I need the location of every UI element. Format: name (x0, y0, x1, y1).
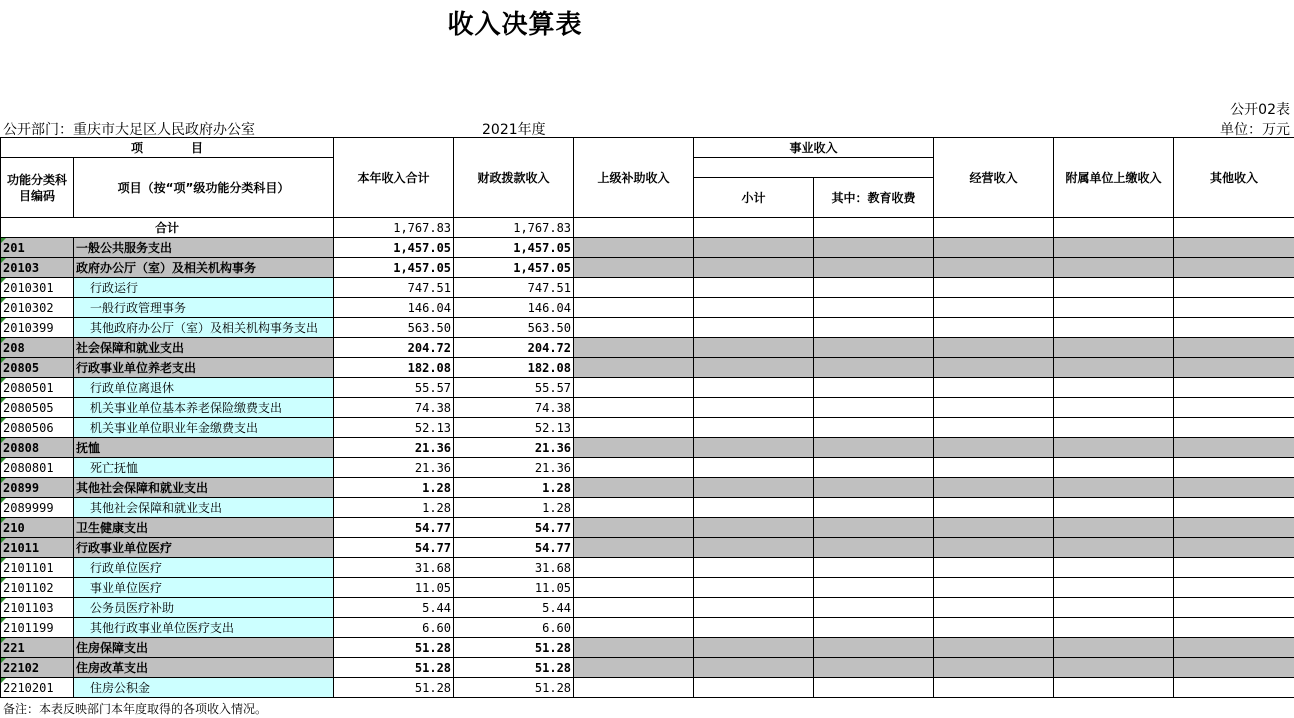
empty-cell (1054, 678, 1174, 698)
row-total-income: 51.28 (334, 658, 454, 678)
row-name: 其他政府办公厅（室）及相关机构事务支出 (74, 318, 334, 338)
row-fiscal-income: 204.72 (454, 338, 574, 358)
row-code: 221 (1, 638, 74, 658)
header-education-fee: 其中：教育收费 (814, 178, 934, 218)
row-name: 住房保障支出 (74, 638, 334, 658)
empty-cell (1054, 658, 1174, 678)
table-row (1, 558, 1294, 578)
empty-cell (574, 478, 694, 498)
empty-cell (574, 678, 694, 698)
empty-cell (1174, 218, 1294, 238)
empty-cell (694, 498, 814, 518)
empty-cell (814, 558, 934, 578)
empty-cell (694, 618, 814, 638)
empty-cell (1174, 518, 1294, 538)
row-code: 2080505 (1, 398, 74, 418)
empty-cell (1174, 398, 1294, 418)
row-name: 机关事业单位基本养老保险缴费支出 (74, 398, 334, 418)
empty-cell (694, 218, 814, 238)
empty-cell (1174, 678, 1294, 698)
row-total-income: 563.50 (334, 318, 454, 338)
total-fiscal-value: 1,767.83 (454, 218, 574, 238)
row-fiscal-income: 1,457.05 (454, 258, 574, 278)
empty-cell (814, 478, 934, 498)
header-code: 功能分类科目编码 (1, 158, 74, 218)
empty-cell (1054, 398, 1174, 418)
row-code: 20899 (1, 478, 74, 498)
empty-cell (934, 298, 1054, 318)
row-fiscal-income: 11.05 (454, 578, 574, 598)
row-fiscal-income: 51.28 (454, 638, 574, 658)
empty-cell (1174, 538, 1294, 558)
table-row (1, 658, 1294, 678)
empty-cell (1054, 238, 1174, 258)
empty-cell (814, 578, 934, 598)
empty-cell (1054, 338, 1174, 358)
row-name: 一般行政管理事务 (74, 298, 334, 318)
empty-cell (1054, 558, 1174, 578)
row-total-income: 1.28 (334, 478, 454, 498)
empty-cell (694, 298, 814, 318)
empty-cell (574, 558, 694, 578)
empty-cell (934, 498, 1054, 518)
empty-cell (814, 618, 934, 638)
empty-cell (1174, 278, 1294, 298)
empty-cell (694, 458, 814, 478)
empty-cell (694, 438, 814, 458)
empty-cell (814, 658, 934, 678)
table-row (1, 338, 1294, 358)
row-code: 2080506 (1, 418, 74, 438)
table-row (1, 538, 1294, 558)
empty-cell (574, 438, 694, 458)
empty-cell (934, 438, 1054, 458)
row-name: 社会保障和就业支出 (74, 338, 334, 358)
empty-cell (574, 358, 694, 378)
row-name: 其他社会保障和就业支出 (74, 478, 334, 498)
empty-cell (574, 518, 694, 538)
row-fiscal-income: 563.50 (454, 318, 574, 338)
row-total-income: 5.44 (334, 598, 454, 618)
empty-cell (694, 318, 814, 338)
empty-cell (934, 218, 1054, 238)
table-row (1, 378, 1294, 398)
empty-cell (1054, 278, 1174, 298)
row-total-income: 11.05 (334, 578, 454, 598)
empty-cell (574, 278, 694, 298)
row-code: 2010301 (1, 278, 74, 298)
empty-cell (934, 458, 1054, 478)
empty-cell (1054, 438, 1174, 458)
row-total-income: 52.13 (334, 418, 454, 438)
row-name: 住房改革支出 (74, 658, 334, 678)
empty-cell (814, 338, 934, 358)
empty-cell (1174, 438, 1294, 458)
empty-cell (694, 478, 814, 498)
table-row (1, 638, 1294, 658)
empty-cell (814, 418, 934, 438)
empty-cell (934, 258, 1054, 278)
row-total-income: 146.04 (334, 298, 454, 318)
empty-cell (934, 558, 1054, 578)
row-total-income: 21.36 (334, 438, 454, 458)
empty-cell (1054, 458, 1174, 478)
empty-cell (814, 318, 934, 338)
empty-cell (934, 478, 1054, 498)
row-name: 行政事业单位医疗 (74, 538, 334, 558)
empty-cell (814, 258, 934, 278)
table-row (1, 578, 1294, 598)
row-code: 2101199 (1, 618, 74, 638)
row-fiscal-income: 1.28 (454, 478, 574, 498)
empty-cell (1054, 298, 1174, 318)
header-item-group: 项 目 (1, 138, 334, 158)
row-name: 其他社会保障和就业支出 (74, 498, 334, 518)
empty-cell (694, 358, 814, 378)
row-fiscal-income: 182.08 (454, 358, 574, 378)
row-total-income: 54.77 (334, 538, 454, 558)
row-name: 政府办公厅（室）及相关机构事务 (74, 258, 334, 278)
empty-cell (814, 678, 934, 698)
row-code: 21011 (1, 538, 74, 558)
row-code: 20805 (1, 358, 74, 378)
table-row (1, 418, 1294, 438)
empty-cell (694, 538, 814, 558)
empty-cell (1174, 618, 1294, 638)
empty-cell (1174, 378, 1294, 398)
row-fiscal-income: 146.04 (454, 298, 574, 318)
row-code: 2101102 (1, 578, 74, 598)
empty-cell (814, 598, 934, 618)
table-row (1, 358, 1294, 378)
empty-cell (574, 378, 694, 398)
department-label: 公开部门：重庆市大足区人民政府办公室 (3, 122, 255, 138)
row-code: 20103 (1, 258, 74, 278)
table-row (1, 598, 1294, 618)
row-fiscal-income: 51.28 (454, 658, 574, 678)
empty-cell (694, 638, 814, 658)
empty-cell (1054, 418, 1174, 438)
empty-cell (1054, 518, 1174, 538)
empty-cell (1174, 558, 1294, 578)
row-name: 卫生健康支出 (74, 518, 334, 538)
header-other-income: 其他收入 (1174, 138, 1294, 218)
empty-cell (694, 598, 814, 618)
row-name: 行政单位医疗 (74, 558, 334, 578)
empty-cell (694, 418, 814, 438)
empty-cell (934, 538, 1054, 558)
table-row (1, 458, 1294, 478)
empty-cell (814, 438, 934, 458)
empty-cell (1054, 638, 1174, 658)
empty-cell (1054, 478, 1174, 498)
empty-cell (1054, 578, 1174, 598)
row-name: 行政事业单位养老支出 (74, 358, 334, 378)
empty-cell (934, 658, 1054, 678)
row-total-income: 182.08 (334, 358, 454, 378)
row-total-income: 1,457.05 (334, 238, 454, 258)
empty-cell (574, 298, 694, 318)
empty-cell (934, 618, 1054, 638)
row-name: 公务员医疗补助 (74, 598, 334, 618)
header-affiliated-income: 附属单位上缴收入 (1054, 138, 1174, 218)
header-total-income: 本年收入合计 (334, 138, 454, 218)
table-row (1, 478, 1294, 498)
empty-cell (1174, 458, 1294, 478)
empty-cell (1174, 418, 1294, 438)
empty-cell (814, 518, 934, 538)
header-business-spacer (694, 158, 934, 178)
row-code: 2101101 (1, 558, 74, 578)
empty-cell (574, 658, 694, 678)
row-fiscal-income: 747.51 (454, 278, 574, 298)
header-fiscal-income: 财政拨款收入 (454, 138, 574, 218)
empty-cell (1174, 238, 1294, 258)
row-code: 2210201 (1, 678, 74, 698)
row-name: 抚恤 (74, 438, 334, 458)
empty-cell (934, 678, 1054, 698)
empty-cell (694, 578, 814, 598)
row-fiscal-income: 6.60 (454, 618, 574, 638)
row-code: 2101103 (1, 598, 74, 618)
row-total-income: 51.28 (334, 638, 454, 658)
empty-cell (574, 258, 694, 278)
empty-cell (814, 498, 934, 518)
empty-cell (574, 598, 694, 618)
empty-cell (574, 458, 694, 478)
empty-cell (694, 678, 814, 698)
form-number: 公开02表 (1230, 102, 1290, 118)
empty-cell (1174, 298, 1294, 318)
empty-cell (1174, 638, 1294, 658)
empty-cell (934, 518, 1054, 538)
empty-cell (934, 578, 1054, 598)
row-fiscal-income: 31.68 (454, 558, 574, 578)
row-code: 208 (1, 338, 74, 358)
total-label: 合计 (1, 218, 334, 238)
row-fiscal-income: 21.36 (454, 438, 574, 458)
row-total-income: 51.28 (334, 678, 454, 698)
empty-cell (694, 398, 814, 418)
row-fiscal-income: 1.28 (454, 498, 574, 518)
row-fiscal-income: 55.57 (454, 378, 574, 398)
row-name: 机关事业单位职业年金缴费支出 (74, 418, 334, 438)
header-item-name: 项目（按“项”级功能分类科目） (74, 158, 334, 218)
row-fiscal-income: 52.13 (454, 418, 574, 438)
empty-cell (574, 578, 694, 598)
empty-cell (1174, 358, 1294, 378)
table-row (1, 238, 1294, 258)
empty-cell (574, 498, 694, 518)
empty-cell (934, 598, 1054, 618)
total-income-value: 1,767.83 (334, 218, 454, 238)
row-name: 行政运行 (74, 278, 334, 298)
row-fiscal-income: 21.36 (454, 458, 574, 478)
empty-cell (694, 518, 814, 538)
empty-cell (934, 278, 1054, 298)
row-fiscal-income: 5.44 (454, 598, 574, 618)
row-total-income: 54.77 (334, 518, 454, 538)
empty-cell (1174, 578, 1294, 598)
empty-cell (1174, 478, 1294, 498)
table-row (1, 298, 1294, 318)
table-row (1, 498, 1294, 518)
row-code: 210 (1, 518, 74, 538)
empty-cell (1174, 338, 1294, 358)
empty-cell (694, 338, 814, 358)
empty-cell (934, 338, 1054, 358)
fiscal-year-label: 2021年度 (482, 122, 546, 138)
empty-cell (694, 258, 814, 278)
row-total-income: 747.51 (334, 278, 454, 298)
empty-cell (574, 638, 694, 658)
empty-cell (694, 378, 814, 398)
empty-cell (934, 638, 1054, 658)
row-code: 2010399 (1, 318, 74, 338)
row-name: 一般公共服务支出 (74, 238, 334, 258)
empty-cell (814, 278, 934, 298)
header-superior-subsidy: 上级补助收入 (574, 138, 694, 218)
empty-cell (1054, 258, 1174, 278)
row-fiscal-income: 54.77 (454, 538, 574, 558)
table-row (1, 278, 1294, 298)
table-row (1, 618, 1294, 638)
empty-cell (814, 538, 934, 558)
header-operating-income: 经营收入 (934, 138, 1054, 218)
row-name: 住房公积金 (74, 678, 334, 698)
empty-cell (1054, 218, 1174, 238)
empty-cell (1054, 498, 1174, 518)
row-code: 22102 (1, 658, 74, 678)
row-code: 2080501 (1, 378, 74, 398)
row-fiscal-income: 54.77 (454, 518, 574, 538)
row-total-income: 74.38 (334, 398, 454, 418)
row-total-income: 204.72 (334, 338, 454, 358)
empty-cell (1054, 538, 1174, 558)
row-code: 201 (1, 238, 74, 258)
empty-cell (1174, 498, 1294, 518)
row-name: 行政单位离退休 (74, 378, 334, 398)
table-row (1, 518, 1294, 538)
empty-cell (814, 638, 934, 658)
empty-cell (1054, 358, 1174, 378)
empty-cell (574, 418, 694, 438)
empty-cell (574, 618, 694, 638)
empty-cell (1174, 598, 1294, 618)
empty-cell (934, 358, 1054, 378)
empty-cell (574, 218, 694, 238)
row-fiscal-income: 74.38 (454, 398, 574, 418)
table-row (1, 678, 1294, 698)
table-row (1, 258, 1294, 278)
empty-cell (934, 318, 1054, 338)
row-code: 2089999 (1, 498, 74, 518)
header-business-income: 事业收入 (694, 138, 934, 158)
row-total-income: 31.68 (334, 558, 454, 578)
empty-cell (934, 238, 1054, 258)
total-row (1, 218, 1294, 238)
footnote: 备注：本表反映部门本年度取得的各项收入情况。 (3, 702, 268, 716)
row-code: 20808 (1, 438, 74, 458)
empty-cell (814, 298, 934, 318)
row-name: 事业单位医疗 (74, 578, 334, 598)
empty-cell (694, 238, 814, 258)
header-subtotal: 小计 (694, 178, 814, 218)
empty-cell (1174, 258, 1294, 278)
income-table (0, 137, 1294, 698)
row-total-income: 55.57 (334, 378, 454, 398)
row-name: 死亡抚恤 (74, 458, 334, 478)
row-total-income: 1.28 (334, 498, 454, 518)
empty-cell (694, 558, 814, 578)
empty-cell (694, 278, 814, 298)
row-total-income: 6.60 (334, 618, 454, 638)
empty-cell (934, 378, 1054, 398)
row-code: 2080801 (1, 458, 74, 478)
empty-cell (814, 378, 934, 398)
row-total-income: 21.36 (334, 458, 454, 478)
row-fiscal-income: 51.28 (454, 678, 574, 698)
empty-cell (814, 398, 934, 418)
empty-cell (1174, 658, 1294, 678)
row-name: 其他行政事业单位医疗支出 (74, 618, 334, 638)
table-row (1, 438, 1294, 458)
row-total-income: 1,457.05 (334, 258, 454, 278)
table-row (1, 398, 1294, 418)
empty-cell (934, 398, 1054, 418)
empty-cell (814, 358, 934, 378)
empty-cell (574, 398, 694, 418)
empty-cell (814, 458, 934, 478)
empty-cell (814, 238, 934, 258)
unit-label: 单位：万元 (1220, 122, 1290, 138)
row-code: 2010302 (1, 298, 74, 318)
empty-cell (1054, 318, 1174, 338)
empty-cell (1174, 318, 1294, 338)
empty-cell (814, 218, 934, 238)
empty-cell (1054, 378, 1174, 398)
empty-cell (574, 338, 694, 358)
empty-cell (574, 238, 694, 258)
empty-cell (1054, 618, 1174, 638)
empty-cell (934, 418, 1054, 438)
row-fiscal-income: 1,457.05 (454, 238, 574, 258)
empty-cell (694, 658, 814, 678)
empty-cell (1054, 598, 1174, 618)
empty-cell (574, 318, 694, 338)
report-title: 收入决算表 (447, 10, 583, 40)
table-row (1, 318, 1294, 338)
empty-cell (574, 538, 694, 558)
